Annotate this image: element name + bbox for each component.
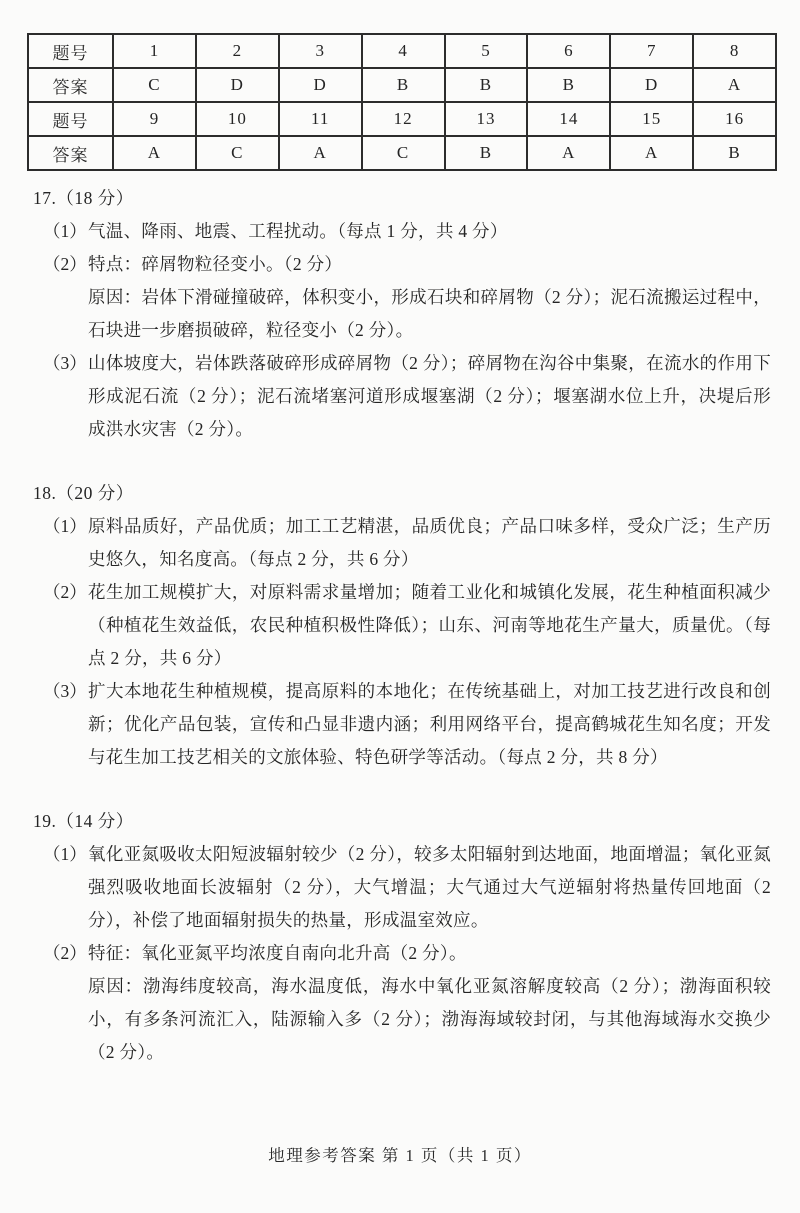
answer-paragraph: 山体坡度大，岩体跌落破碎形成碎屑物（2 分）；碎屑物在沟谷中集聚，在流水的作用下形成泥石流（2 分）；泥石流堵塞河道形成堰塞湖（2 分）；堰塞湖水位上升，决堤后形成洪水灾害（2 分）。 [88, 353, 771, 439]
section-question-19 [33, 805, 771, 1069]
answer-paragraph: 特点：碎屑物粒径变小。（2 分） [88, 254, 343, 274]
question-number-cell: 9 [113, 102, 196, 136]
item-body [88, 248, 771, 347]
item-number: （3） [43, 681, 87, 701]
table-row [28, 136, 776, 170]
question-number-cell: 6 [527, 34, 610, 68]
table-header-cell: 答案 [28, 136, 113, 170]
answer-paragraph: 气温、降雨、地震、工程扰动。（每点 1 分，共 4 分） [88, 221, 508, 241]
item-body [88, 937, 771, 1069]
answer-item [33, 510, 771, 576]
question-number-cell: 3 [279, 34, 362, 68]
item-body [88, 576, 771, 675]
answer-cell: B [445, 136, 528, 170]
answer-cell: A [610, 136, 693, 170]
answer-cell: A [279, 136, 362, 170]
section-heading: 18.（20 分） [33, 483, 134, 503]
item-number: （2） [43, 582, 87, 602]
answer-item [33, 347, 771, 446]
section-question-17 [33, 182, 771, 446]
answer-paragraph: 花生加工规模扩大，对原料需求量增加；随着工业化和城镇化发展，花生种植面积减少（种植花生效益低，农民种植积极性降低）；山东、河南等地花生产量大，质量优。（每点 2 分，共 6 分） [88, 582, 771, 668]
answer-item [33, 248, 771, 347]
answer-cell: A [693, 68, 776, 102]
item-body [88, 215, 771, 248]
question-number-cell: 8 [693, 34, 776, 68]
question-number-cell: 10 [196, 102, 279, 136]
item-body [88, 347, 771, 446]
question-number-cell: 7 [610, 34, 693, 68]
question-number-cell: 2 [196, 34, 279, 68]
answer-table [27, 33, 777, 171]
section-heading: 19.（14 分） [33, 811, 134, 831]
question-number-cell: 12 [362, 102, 445, 136]
item-body [88, 675, 771, 774]
answer-cell: C [113, 68, 196, 102]
table-row [28, 68, 776, 102]
answer-paragraph: 原因：渤海纬度较高，海水温度低，海水中氧化亚氮溶解度较高（2 分）；渤海面积较小，有多条河流汇入，陆源输入多（2 分）；渤海海域较封闭，与其他海域海水交换少（2 分）。 [88, 976, 771, 1062]
answer-item [33, 576, 771, 675]
answer-item [33, 937, 771, 1069]
section-question-18 [33, 477, 771, 774]
section-heading: 17.（18 分） [33, 188, 134, 208]
question-number-cell: 1 [113, 34, 196, 68]
answer-paragraph: 氧化亚氮吸收太阳短波辐射较少（2 分），较多太阳辐射到达地面，地面增温；氧化亚氮强烈吸收地面长波辐射（2 分），大气增温；大气通过大气逆辐射将热量传回地面（2 分），补偿了地面辐射损失的热量，形成温室效应。 [88, 844, 771, 930]
question-number-cell: 15 [610, 102, 693, 136]
item-number: （2） [43, 254, 87, 274]
answer-item [33, 675, 771, 774]
table-header-cell: 题号 [28, 34, 113, 68]
item-number: （1） [43, 221, 87, 241]
answer-paragraph: 特征：氧化亚氮平均浓度自南向北升高（2 分）。 [88, 943, 467, 963]
item-number: （1） [43, 516, 87, 536]
question-number-cell: 5 [445, 34, 528, 68]
question-number-cell: 14 [527, 102, 610, 136]
table-row [28, 34, 776, 68]
table-header-cell: 答案 [28, 68, 113, 102]
answer-item [33, 215, 771, 248]
answer-cell: C [196, 136, 279, 170]
answer-paragraph: 扩大本地花生种植规模，提高原料的本地化；在传统基础上，对加工技艺进行改良和创新；优化产品包装，宣传和凸显非遗内涵；利用网络平台，提高鹤城花生知名度；开发与花生加工技艺相关的文旅体验、特色研学等活动。（每点 2 分，共 8 分） [88, 681, 771, 767]
item-body [88, 838, 771, 937]
page-footer: 地理参考答案 第 1 页（共 1 页） [268, 1146, 532, 1165]
answer-cell: D [279, 68, 362, 102]
answer-cell: A [527, 136, 610, 170]
answer-item [33, 838, 771, 937]
table-row [28, 102, 776, 136]
answer-cell: B [362, 68, 445, 102]
answer-cell: B [693, 136, 776, 170]
question-number-cell: 16 [693, 102, 776, 136]
answer-content [0, 176, 800, 1069]
question-number-cell: 4 [362, 34, 445, 68]
item-number: （2） [43, 943, 87, 963]
answer-cell: C [362, 136, 445, 170]
question-number-cell: 13 [445, 102, 528, 136]
answer-cell: A [113, 136, 196, 170]
item-number: （3） [43, 353, 87, 373]
answer-cell: B [527, 68, 610, 102]
question-number-cell: 11 [279, 102, 362, 136]
answer-paragraph: 原料品质好，产品优质；加工工艺精湛，品质优良；产品口味多样，受众广泛；生产历史悠久，知名度高。（每点 2 分，共 6 分） [88, 516, 771, 569]
answer-cell: B [445, 68, 528, 102]
answer-cell: D [196, 68, 279, 102]
item-number: （1） [43, 844, 87, 864]
table-header-cell: 题号 [28, 102, 113, 136]
answer-cell: D [610, 68, 693, 102]
item-body [88, 510, 771, 576]
answer-paragraph: 原因：岩体下滑碰撞破碎，体积变小，形成石块和碎屑物（2 分）；泥石流搬运过程中，石块进一步磨损破碎，粒径变小（2 分）。 [88, 287, 771, 340]
